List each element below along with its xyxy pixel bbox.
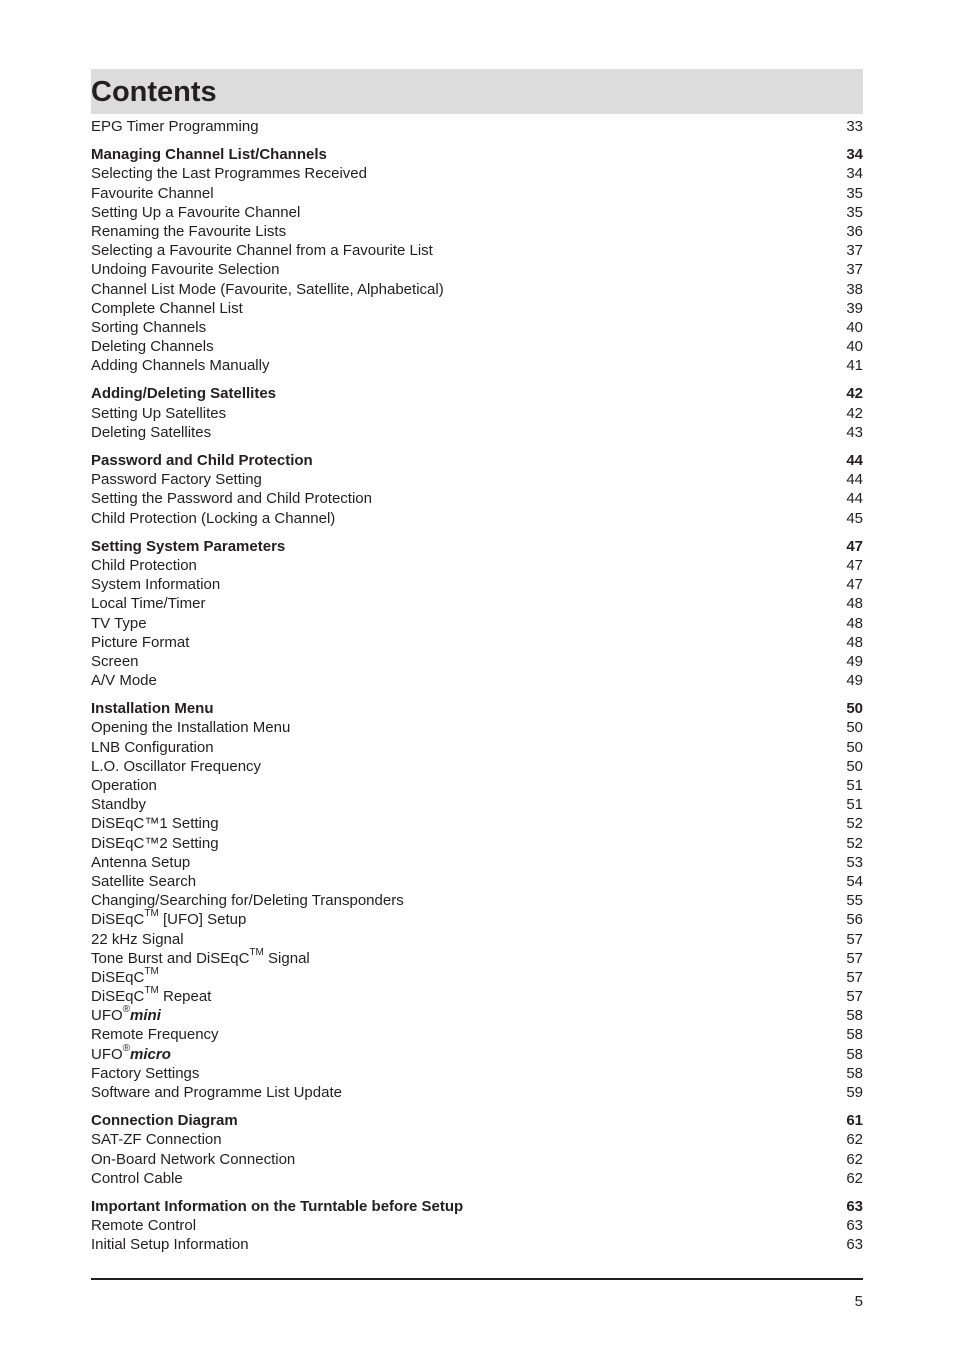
- toc-entry: [91, 203, 863, 222]
- product-suffix: mini: [130, 1007, 161, 1025]
- toc-entry: [91, 117, 863, 136]
- toc-entry: [91, 222, 863, 241]
- page-ref: 57: [846, 930, 863, 948]
- toc-section-heading: [91, 537, 863, 556]
- toc-entry: [91, 594, 863, 613]
- entry-text-suffix: Signal: [263, 949, 310, 967]
- page-ref: 57: [846, 949, 863, 967]
- entry-text: DiSEqC: [91, 988, 145, 1006]
- toc-entry: [91, 575, 863, 594]
- page-ref: 62: [846, 1131, 863, 1149]
- entry-title: [91, 117, 259, 136]
- entry-title: [91, 795, 146, 814]
- page-ref: 54: [846, 872, 863, 890]
- toc-section: [91, 1197, 863, 1255]
- page-ref: 33: [846, 118, 863, 135]
- page-ref: 40: [846, 338, 863, 356]
- entry-text: TV Type: [91, 614, 147, 632]
- entry-title: [91, 164, 367, 183]
- page-ref: 40: [846, 318, 863, 336]
- toc-entry: [91, 423, 863, 442]
- entry-text: Remote Control: [91, 1217, 197, 1235]
- entry-title: [91, 757, 261, 776]
- entry-text: Initial Setup Information: [91, 1236, 249, 1254]
- toc-entry: [91, 614, 863, 633]
- page-ref: 50: [846, 757, 863, 775]
- entry-text-suffix: [UFO] Setup: [158, 911, 247, 929]
- entry-text: Local Time/Timer: [91, 595, 206, 613]
- toc-entry: [91, 965, 863, 987]
- toc-entry: [91, 652, 863, 671]
- toc-entry: [91, 1169, 863, 1188]
- page-ref: 35: [846, 184, 863, 202]
- page-ref: 58: [846, 1007, 863, 1025]
- entry-text: L.O. Oscillator Frequency: [91, 757, 262, 775]
- page-ref: 62: [846, 1169, 863, 1187]
- entry-text-suffix: Repeat: [158, 988, 212, 1006]
- page-ref: 53: [846, 853, 863, 871]
- entry-title: [91, 1150, 295, 1169]
- page-ref: 63: [846, 1236, 863, 1254]
- table-of-contents: [91, 117, 863, 1264]
- product-suffix: micro: [130, 1045, 171, 1063]
- section-title: [91, 537, 285, 556]
- toc-entry: [91, 814, 863, 833]
- page-ref: 56: [846, 911, 863, 929]
- toc-entry: [91, 757, 863, 776]
- toc-section: [91, 145, 863, 375]
- page-ref: 50: [846, 738, 863, 756]
- entry-title: [91, 594, 205, 613]
- toc-entry: [91, 356, 863, 375]
- toc-entry: [91, 299, 863, 318]
- toc-entry: [91, 1083, 863, 1102]
- toc-entry: [91, 1216, 863, 1235]
- toc-section: [91, 1111, 863, 1188]
- entry-text: DiSEqC™2 Setting: [91, 834, 219, 852]
- toc-section-heading: [91, 1111, 863, 1130]
- toc-section: [91, 117, 863, 136]
- entry-text: EPG Timer Programming: [91, 118, 259, 135]
- entry-text: Setting Up a Favourite Channel: [91, 203, 301, 221]
- page-ref: 39: [846, 299, 863, 317]
- page-ref: 49: [846, 672, 863, 690]
- entry-title: [91, 1216, 196, 1235]
- entry-text: Password and Child Protection: [91, 452, 313, 469]
- page-ref: 47: [846, 537, 863, 555]
- entry-text: Satellite Search: [91, 872, 197, 890]
- toc-entry: [91, 404, 863, 423]
- toc-entry: [91, 1130, 863, 1149]
- entry-text: Connection Diagram: [91, 1112, 238, 1130]
- page-ref: 50: [846, 719, 863, 737]
- toc-section-heading: [91, 384, 863, 403]
- entry-text: On-Board Network Connection: [91, 1150, 296, 1168]
- page-ref: 47: [846, 576, 863, 594]
- toc-entry: [91, 1006, 863, 1025]
- entry-text: Child Protection: [91, 556, 197, 574]
- entry-title: [91, 987, 211, 1006]
- page-ref: 57: [846, 988, 863, 1006]
- entry-text: Picture Format: [91, 633, 190, 651]
- section-title: [91, 699, 214, 718]
- toc-entry: [91, 1042, 863, 1064]
- entry-title: [91, 575, 220, 594]
- entry-text: UFO: [91, 1007, 123, 1025]
- toc-entry: [91, 1064, 863, 1083]
- entry-text: System Information: [91, 576, 221, 594]
- entry-title: [91, 556, 197, 575]
- section-title: [91, 451, 313, 470]
- page-ref: 37: [846, 242, 863, 260]
- page-ref: 41: [846, 357, 863, 375]
- page-ref: 42: [846, 385, 863, 403]
- toc-entry: [91, 795, 863, 814]
- entry-text: 22 kHz Signal: [91, 930, 184, 948]
- toc-entry: [91, 489, 863, 508]
- superscript-mark: ®: [122, 1004, 131, 1016]
- entry-text: Antenna Setup: [91, 853, 191, 871]
- entry-text: Channel List Mode (Favourite, Satellite, Alphabetical): [91, 280, 444, 298]
- page-number: 5: [854, 1293, 863, 1310]
- entry-title: [91, 1025, 219, 1044]
- page-ref: 49: [846, 652, 863, 670]
- entry-text: Password Factory Setting: [91, 471, 262, 489]
- page-ref: 47: [846, 556, 863, 574]
- entry-title: [91, 299, 243, 318]
- toc-entry: [91, 671, 863, 690]
- footer-divider: [91, 1278, 863, 1280]
- entry-text: A/V Mode: [91, 672, 157, 690]
- page-ref: 42: [846, 404, 863, 422]
- page-ref: 59: [846, 1084, 863, 1101]
- entry-title: [91, 509, 335, 528]
- page-ref: 44: [846, 471, 863, 489]
- entry-text: Complete Channel List: [91, 299, 243, 317]
- entry-title: [91, 891, 404, 910]
- section-title: [91, 1111, 238, 1130]
- entry-title: [91, 671, 157, 690]
- entry-text: Changing/Searching for/Deleting Transponders: [91, 892, 404, 910]
- entry-text: LNB Configuration: [91, 738, 214, 756]
- entry-title: [91, 318, 206, 337]
- entry-text: Sorting Channels: [91, 318, 207, 336]
- page-ref: 51: [846, 777, 863, 794]
- entry-title: [91, 614, 147, 633]
- page-ref: 57: [846, 968, 863, 986]
- entry-text: Standby: [91, 796, 147, 814]
- toc-entry: [91, 946, 863, 968]
- toc-entry: [91, 872, 863, 891]
- entry-title: [91, 1130, 222, 1149]
- superscript-mark: ®: [122, 1042, 131, 1054]
- entry-text: Factory Settings: [91, 1064, 200, 1082]
- entry-title: [91, 814, 219, 833]
- entry-title: [91, 404, 226, 423]
- page-ref: 35: [846, 203, 863, 221]
- entry-text: DiSEqC™1 Setting: [91, 815, 219, 833]
- page-ref: 52: [846, 834, 863, 852]
- page-ref: 55: [846, 892, 863, 910]
- entry-title: [91, 423, 211, 442]
- entry-text: DiSEqC: [91, 968, 145, 986]
- entry-text: Adding Channels Manually: [91, 357, 270, 375]
- page-ref: 44: [846, 452, 863, 469]
- toc-entry: [91, 718, 863, 737]
- entry-title: [91, 853, 190, 872]
- toc-section: [91, 537, 863, 691]
- entry-title: [91, 1169, 183, 1188]
- toc-section: [91, 699, 863, 1102]
- entry-title: [91, 633, 189, 652]
- section-title: [91, 145, 327, 164]
- entry-text: Opening the Installation Menu: [91, 719, 291, 737]
- page-title: Contents: [91, 76, 217, 108]
- page-ref: 52: [846, 815, 863, 833]
- toc-entry: [91, 738, 863, 757]
- entry-title: [91, 489, 372, 508]
- toc-section: [91, 384, 863, 442]
- toc-section: [91, 451, 863, 528]
- toc-section-heading: [91, 145, 863, 164]
- page-ref: 48: [846, 595, 863, 613]
- page-ref: 58: [846, 1064, 863, 1082]
- entry-text: Important Information on the Turntable before Setup: [91, 1197, 464, 1215]
- entry-text: Screen: [91, 652, 139, 670]
- entry-title: [91, 718, 290, 737]
- superscript-mark: TM: [144, 985, 159, 997]
- contents-header-bar: [91, 69, 863, 114]
- entry-title: [91, 872, 196, 891]
- entry-text: Setting System Parameters: [91, 537, 286, 555]
- entry-title: [91, 946, 310, 968]
- entry-title: [91, 1064, 199, 1083]
- entry-title: [91, 776, 157, 795]
- entry-text: Undoing Favourite Selection: [91, 261, 280, 279]
- entry-title: [91, 337, 214, 356]
- toc-entry: [91, 1025, 863, 1044]
- page-ref: 34: [846, 165, 863, 183]
- entry-title: [91, 280, 444, 299]
- page-ref: 37: [846, 261, 863, 279]
- page-ref: 44: [846, 490, 863, 508]
- entry-text: Installation Menu: [91, 700, 214, 718]
- toc-section-heading: [91, 699, 863, 718]
- superscript-mark: TM: [144, 965, 159, 977]
- toc-entry: [91, 891, 863, 910]
- entry-title: [91, 1083, 342, 1102]
- page-ref: 34: [846, 146, 863, 164]
- entry-text: SAT-ZF Connection: [91, 1131, 222, 1149]
- toc-entry: [91, 164, 863, 183]
- toc-entry: [91, 633, 863, 652]
- section-title: [91, 1197, 463, 1216]
- entry-title: [91, 834, 219, 853]
- entry-text: Favourite Channel: [91, 184, 214, 202]
- toc-entry: [91, 930, 863, 949]
- entry-text: Software and Programme List Update: [91, 1084, 342, 1101]
- page-ref: 43: [846, 423, 863, 441]
- entry-title: [91, 356, 269, 375]
- page-ref: 63: [846, 1197, 863, 1215]
- entry-text: Deleting Satellites: [91, 423, 212, 441]
- entry-text: Operation: [91, 777, 157, 794]
- toc-entry: [91, 337, 863, 356]
- entry-text: Setting the Password and Child Protection: [91, 490, 372, 508]
- entry-text: Control Cable: [91, 1169, 183, 1187]
- toc-entry: [91, 556, 863, 575]
- page-ref: 38: [846, 280, 863, 298]
- toc-entry: [91, 184, 863, 203]
- toc-entry: [91, 987, 863, 1006]
- entry-text: Managing Channel List/Channels: [91, 146, 327, 164]
- toc-entry: [91, 910, 863, 929]
- entry-title: [91, 910, 246, 929]
- entry-title: [91, 652, 139, 671]
- toc-entry: [91, 318, 863, 337]
- page-ref: 58: [846, 1026, 863, 1044]
- entry-title: [91, 203, 300, 222]
- page-ref: 48: [846, 614, 863, 632]
- superscript-mark: TM: [144, 908, 159, 920]
- toc-entry: [91, 280, 863, 299]
- entry-text: Child Protection (Locking a Channel): [91, 509, 336, 527]
- entry-text: Deleting Channels: [91, 338, 214, 356]
- entry-text: Setting Up Satellites: [91, 404, 227, 422]
- entry-text: Adding/Deleting Satellites: [91, 385, 277, 403]
- toc-entry: [91, 853, 863, 872]
- entry-title: [91, 930, 184, 949]
- toc-entry: [91, 834, 863, 853]
- entry-text: Tone Burst and DiSEqC: [91, 949, 250, 967]
- page-ref: 62: [846, 1150, 863, 1168]
- superscript-mark: TM: [249, 946, 264, 958]
- page-ref: 63: [846, 1217, 863, 1235]
- entry-title: [91, 738, 214, 757]
- toc-entry: [91, 509, 863, 528]
- entry-title: [91, 470, 262, 489]
- entry-title: [91, 241, 433, 260]
- entry-title: [91, 1042, 171, 1064]
- entry-title: [91, 1006, 161, 1025]
- page-ref: 51: [846, 796, 863, 814]
- entry-text: DiSEqC: [91, 911, 145, 929]
- toc-entry: [91, 1150, 863, 1169]
- page-ref: 58: [846, 1045, 863, 1063]
- entry-title: [91, 1235, 249, 1254]
- toc-section-heading: [91, 451, 863, 470]
- entry-title: [91, 184, 214, 203]
- entry-title: [91, 260, 279, 279]
- toc-entry: [91, 260, 863, 279]
- toc-entry: [91, 241, 863, 260]
- entry-text: Selecting the Last Programmes Received: [91, 165, 367, 183]
- toc-entry: [91, 470, 863, 489]
- entry-title: [91, 222, 286, 241]
- entry-text: Selecting a Favourite Channel from a Favourite List: [91, 242, 433, 260]
- toc-section-heading: [91, 1197, 863, 1216]
- section-title: [91, 384, 276, 403]
- page-ref: 45: [846, 509, 863, 527]
- entry-text: Remote Frequency: [91, 1026, 219, 1044]
- page-ref: 36: [846, 222, 863, 240]
- page-ref: 61: [846, 1112, 863, 1130]
- page-ref: 48: [846, 633, 863, 651]
- entry-text: Renaming the Favourite Lists: [91, 222, 287, 240]
- page-ref: 50: [846, 700, 863, 718]
- toc-entry: [91, 776, 863, 795]
- entry-text: UFO: [91, 1045, 123, 1063]
- toc-entry: [91, 1235, 863, 1254]
